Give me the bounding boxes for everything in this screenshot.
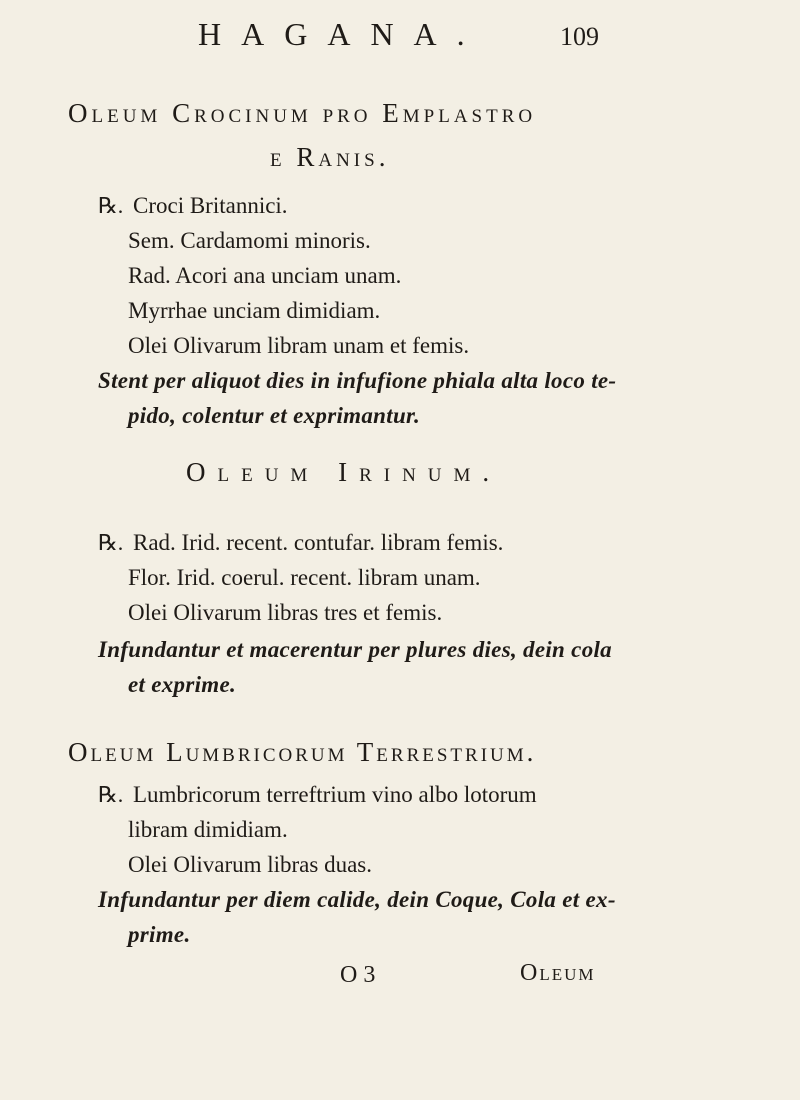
recipe-symbol: ℞. [98,530,124,555]
recipe-symbol: ℞. [98,782,124,807]
instruction-line: pido, colentur et exprimantur. [128,403,421,428]
section-title-crocinum-cont: e Ranis. [270,142,390,172]
section-title-lumbricorum: Oleum Lumbricorum Terrestrium. [68,737,537,767]
signature-mark: O 3 [340,962,376,988]
page-number: 109 [560,22,599,51]
section-title-crocinum: Oleum Crocinum pro Emplastro [68,98,537,128]
ingredient-line: Sem. Cardamomi minoris. [128,228,371,253]
ingredient-line: libram dimidiam. [128,817,288,842]
ingredient-line: Flor. Irid. coerul. recent. libram unam. [128,565,481,590]
ingredient-line: Rad. Irid. recent. contufar. libram femis. [132,530,504,555]
ingredient-line: Rad. Acori ana unciam unam. [128,263,402,288]
catchword: Oleum [520,960,596,986]
recipe-symbol: ℞. [98,193,124,218]
recipe-line [98,193,288,219]
ingredient-line: Lumbricorum terreftrium vino albo lotorum [132,782,537,807]
ingredient-line: Croci Britannici. [132,193,288,218]
running-title: HAGANA. [198,16,485,52]
instruction-line: Stent per aliquot dies in infufione phiala alta loco te- [98,368,617,393]
ingredient-line: Olei Olivarum libram unam et femis. [128,333,470,358]
recipe-line [98,530,503,556]
ingredient-line: Myrrhae unciam dimidiam. [128,298,381,323]
instruction-line: Infundantur per diem calide, dein Coque, Cola et ex- [98,887,616,912]
instruction-line: et exprime. [128,672,237,697]
recipe-line [98,782,537,808]
instruction-line: prime. [128,922,191,947]
instruction-line: Infundantur et macerentur per plures dies, dein cola [98,637,612,662]
ingredient-line: Olei Olivarum libras duas. [128,852,373,877]
ingredient-line: Olei Olivarum libras tres et femis. [128,600,443,625]
section-title-irinum: Oleum Irinum. [186,457,502,487]
